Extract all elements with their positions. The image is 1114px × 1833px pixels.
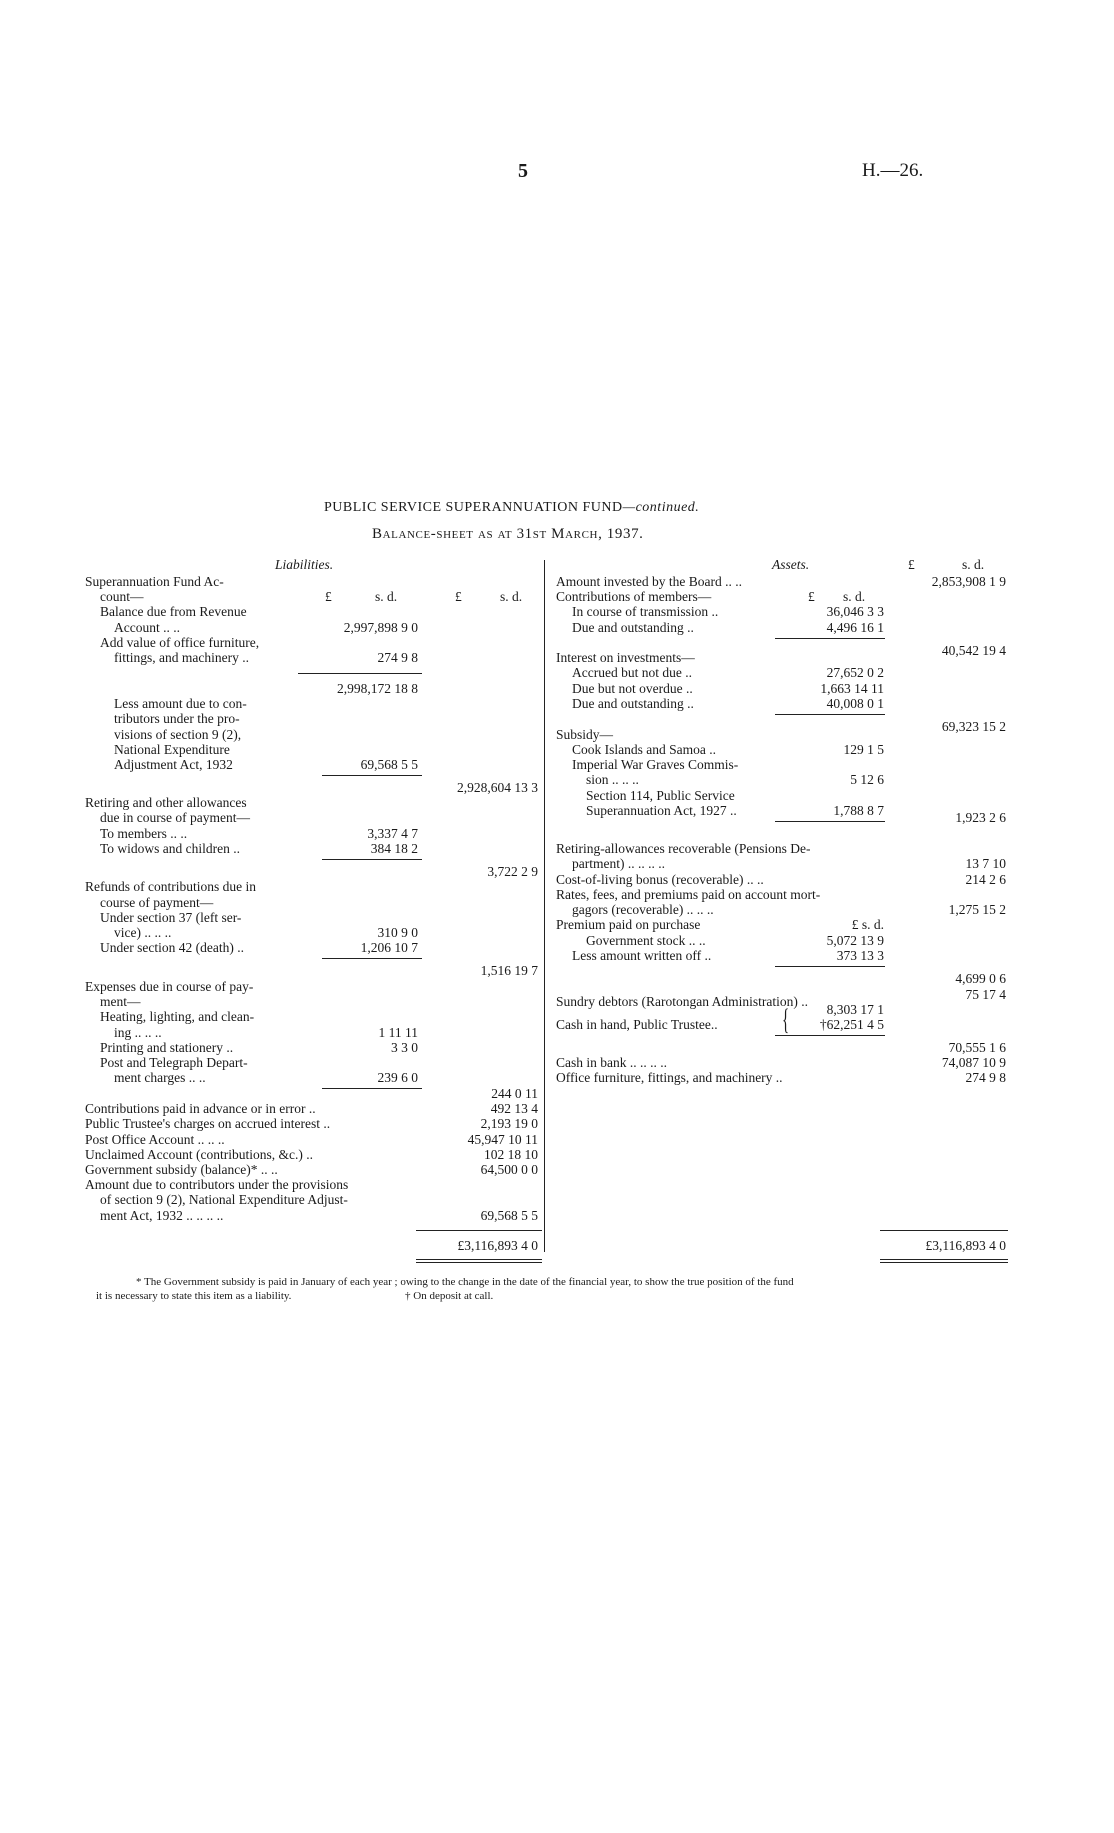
liab-line: Account .. .. xyxy=(114,620,180,635)
subtotal-rule xyxy=(322,1088,422,1089)
liab-pound-head: £ xyxy=(325,589,332,604)
asset-line: Due and outstanding .. xyxy=(572,696,694,711)
subtotal-rule xyxy=(775,638,885,639)
liab-line: ing .. .. .. xyxy=(114,1025,162,1040)
amount: 2,998,172 18 8 xyxy=(337,681,418,696)
liab-line: Post Office Account .. .. .. xyxy=(85,1132,225,1147)
amount: 373 13 3 xyxy=(836,948,884,963)
subtotal-rule xyxy=(775,966,885,967)
asset-line: Accrued but not due .. xyxy=(572,665,692,680)
total-double-rule xyxy=(880,1262,1008,1263)
liab-line: vice) .. .. .. xyxy=(114,925,172,940)
amount: 40,008 0 1 xyxy=(826,696,884,711)
liab-line: Superannuation Fund Ac- xyxy=(85,574,224,589)
asset-line: Cash in hand, Public Trustee.. xyxy=(556,1017,718,1032)
subtotal-rule xyxy=(775,1035,885,1036)
liab-line: Under section 42 (death) .. xyxy=(100,940,244,955)
amount: 310 9 0 xyxy=(377,925,418,940)
fund-name: PUBLIC SERVICE SUPERANNUATION FUND xyxy=(324,500,623,515)
total-double-rule xyxy=(416,1262,542,1263)
asset-line: Contributions of members— xyxy=(556,589,712,604)
amount: 1,206 10 7 xyxy=(360,940,418,955)
asset-line: Due but not overdue .. xyxy=(572,681,693,696)
asset-line: Cash in bank .. .. .. .. xyxy=(556,1055,667,1070)
asset-line: Premium paid on purchase xyxy=(556,917,701,932)
amount: 2,853,908 1 9 xyxy=(931,574,1006,589)
liab-line: Post and Telegraph Depart- xyxy=(100,1055,248,1070)
assets-inner-pound-head: £ xyxy=(808,589,815,604)
asset-line: Imperial War Graves Commis- xyxy=(572,757,739,772)
liab-pound-head-2: £ xyxy=(455,589,462,604)
amount: 1,788 8 7 xyxy=(833,803,884,818)
amount: 4,699 0 6 xyxy=(955,971,1006,986)
amount: 3 3 0 xyxy=(391,1040,418,1055)
liab-line: Retiring and other allowances xyxy=(85,795,247,810)
asset-line: sion .. .. .. xyxy=(586,772,639,787)
amount: 1,663 14 11 xyxy=(820,681,884,696)
liab-line: Expenses due in course of pay- xyxy=(85,979,254,994)
column-divider xyxy=(544,560,545,1252)
amount: 74,087 10 9 xyxy=(941,1055,1006,1070)
amount: 5 12 6 xyxy=(850,772,884,787)
amount: 2,928,604 13 3 xyxy=(457,780,538,795)
amount: 102 18 10 xyxy=(484,1147,538,1162)
liab-line: To members .. .. xyxy=(100,826,188,841)
amount: 214 2 6 xyxy=(965,872,1006,887)
liab-line: Adjustment Act, 1932 xyxy=(114,757,233,772)
amount: 2,193 19 0 xyxy=(480,1116,538,1131)
liab-line: Contributions paid in advance or in error .. xyxy=(85,1101,316,1116)
asset-line: Less amount written off .. xyxy=(572,948,712,963)
assets-pound-head: £ xyxy=(908,557,915,572)
amount: 4,496 16 1 xyxy=(826,620,884,635)
liab-line: tributors under the pro- xyxy=(114,711,240,726)
asset-line: Due and outstanding .. xyxy=(572,620,694,635)
footnote-deposit: † On deposit at call. xyxy=(405,1290,494,1302)
amount: 1,923 2 6 xyxy=(955,810,1006,825)
liab-line: Printing and stationery .. xyxy=(100,1040,234,1055)
amount: 384 18 2 xyxy=(370,841,418,856)
amount: 69,323 15 2 xyxy=(941,719,1006,734)
subtotal-rule xyxy=(322,958,422,959)
amount: 244 0 11 xyxy=(491,1086,538,1101)
asset-line: Interest on investments— xyxy=(556,650,695,665)
amount: 13 7 10 xyxy=(965,856,1006,871)
liab-line: Unclaimed Account (contributions, &c.) .. xyxy=(85,1147,313,1162)
liab-line: Under section 37 (left ser- xyxy=(100,910,242,925)
liab-line: of section 9 (2), National Expenditure Adjust- xyxy=(100,1192,348,1207)
document-reference: H.—26. xyxy=(862,160,924,181)
amount: 40,542 19 4 xyxy=(941,643,1006,658)
subtotal-rule xyxy=(775,714,885,715)
amount: 69,568 5 5 xyxy=(480,1208,538,1223)
liab-line: visions of section 9 (2), xyxy=(114,727,242,742)
amount: 492 13 4 xyxy=(490,1101,538,1116)
amount: 239 6 0 xyxy=(377,1070,418,1085)
liab-line: Add value of office furniture, xyxy=(100,635,260,650)
amount: †62,251 4 5 xyxy=(819,1017,884,1032)
amount: 64,500 0 0 xyxy=(480,1162,538,1177)
liab-line: Refunds of contributions due in xyxy=(85,879,256,894)
footnote-line-1: * The Government subsidy is paid in January of each year ; owing to the change in the date of the financial year, to show the true position of the fund xyxy=(136,1276,794,1288)
asset-line: partment) .. .. .. .. xyxy=(572,856,665,871)
page-number: 5 xyxy=(518,160,528,182)
liabilities-heading: Liabilities. xyxy=(275,557,334,572)
subtotal-rule xyxy=(322,775,422,776)
assets-heading: Assets. xyxy=(772,557,810,572)
fund-title xyxy=(324,500,699,516)
liab-line: Public Trustee's charges on accrued interest .. xyxy=(85,1116,331,1131)
liab-line: fittings, and machinery .. xyxy=(114,650,249,665)
liab-line: National Expenditure xyxy=(114,742,230,757)
total-double-rule xyxy=(880,1259,1008,1260)
amount: 70,555 1 6 xyxy=(948,1040,1006,1055)
subtotal-rule xyxy=(775,821,885,822)
amount: 36,046 3 3 xyxy=(826,604,884,619)
amount: 1 11 11 xyxy=(378,1025,418,1040)
assets-total: £3,116,893 4 0 xyxy=(925,1238,1006,1253)
amount: 5,072 13 9 xyxy=(826,933,884,948)
amount: 274 9 8 xyxy=(377,650,418,665)
liab-line: ment charges .. .. xyxy=(114,1070,206,1085)
asset-line: Amount invested by the Board .. .. xyxy=(556,574,742,589)
liab-line: Heating, lighting, and clean- xyxy=(100,1009,255,1024)
amount: 1,275 15 2 xyxy=(948,902,1006,917)
asset-line: gagors (recoverable) .. .. .. xyxy=(572,902,714,917)
asset-line: Government stock .. .. xyxy=(586,933,706,948)
liabilities-total: £3,116,893 4 0 xyxy=(457,1238,538,1253)
amount: 3,722 2 9 xyxy=(487,864,538,879)
liab-sd-head: s. d. xyxy=(375,589,398,604)
amount-heading: £ s. d. xyxy=(851,917,884,932)
footnote-line-2: it is necessary to state this item as a liability. xyxy=(96,1290,292,1302)
balance-sheet-title: Balance-sheet as at 31st March, 1937. xyxy=(372,526,644,542)
liab-line: ment Act, 1932 .. .. .. .. xyxy=(100,1208,224,1223)
liab-line: ment— xyxy=(100,994,141,1009)
brace-symbol: { xyxy=(782,1003,790,1036)
amount: 45,947 10 11 xyxy=(467,1132,538,1147)
asset-line: Cost-of-living bonus (recoverable) .. .. xyxy=(556,872,764,887)
amount: 27,652 0 2 xyxy=(826,665,884,680)
assets-inner-sd-head: s. d. xyxy=(843,589,866,604)
liab-line: due in course of payment— xyxy=(100,810,250,825)
amount: 129 1 5 xyxy=(843,742,884,757)
asset-line: Section 114, Public Service xyxy=(586,788,735,803)
total-rule xyxy=(416,1230,542,1231)
liab-line: Amount due to contributors under the provisions xyxy=(85,1177,349,1192)
subtotal-rule xyxy=(298,673,422,674)
continued-note: —continued. xyxy=(622,500,700,515)
liab-line: count— xyxy=(100,589,144,604)
liab-line: Government subsidy (balance)* .. .. xyxy=(85,1162,278,1177)
total-double-rule xyxy=(416,1259,542,1260)
amount: 75 17 4 xyxy=(965,987,1006,1002)
amount: 8,303 17 1 xyxy=(826,1002,884,1017)
asset-line: Rates, fees, and premiums paid on account mort- xyxy=(556,887,821,902)
asset-line: Cook Islands and Samoa .. xyxy=(572,742,716,757)
liab-line: Less amount due to con- xyxy=(114,696,247,711)
total-rule xyxy=(880,1230,1008,1231)
asset-line: Office furniture, fittings, and machinery .. xyxy=(556,1070,783,1085)
asset-line: Retiring-allowances recoverable (Pensions De- xyxy=(556,841,811,856)
liab-line: Balance due from Revenue xyxy=(100,604,247,619)
asset-line: Sundry debtors (Rarotongan Administration) .. xyxy=(556,994,808,1009)
assets-sd-head: s. d. xyxy=(962,557,985,572)
asset-line: Subsidy— xyxy=(556,727,614,742)
subtotal-rule xyxy=(322,859,422,860)
asset-line: In course of transmission .. xyxy=(572,604,719,619)
amount: 69,568 5 5 xyxy=(360,757,418,772)
liab-line: To widows and children .. xyxy=(100,841,241,856)
amount: 3,337 4 7 xyxy=(367,826,418,841)
amount: 1,516 19 7 xyxy=(480,963,538,978)
amount: 274 9 8 xyxy=(965,1070,1006,1085)
amount: 2,997,898 9 0 xyxy=(343,620,418,635)
asset-line: Superannuation Act, 1927 .. xyxy=(586,803,737,818)
liab-line: course of payment— xyxy=(100,895,214,910)
liab-sd-head-2: s. d. xyxy=(500,589,523,604)
